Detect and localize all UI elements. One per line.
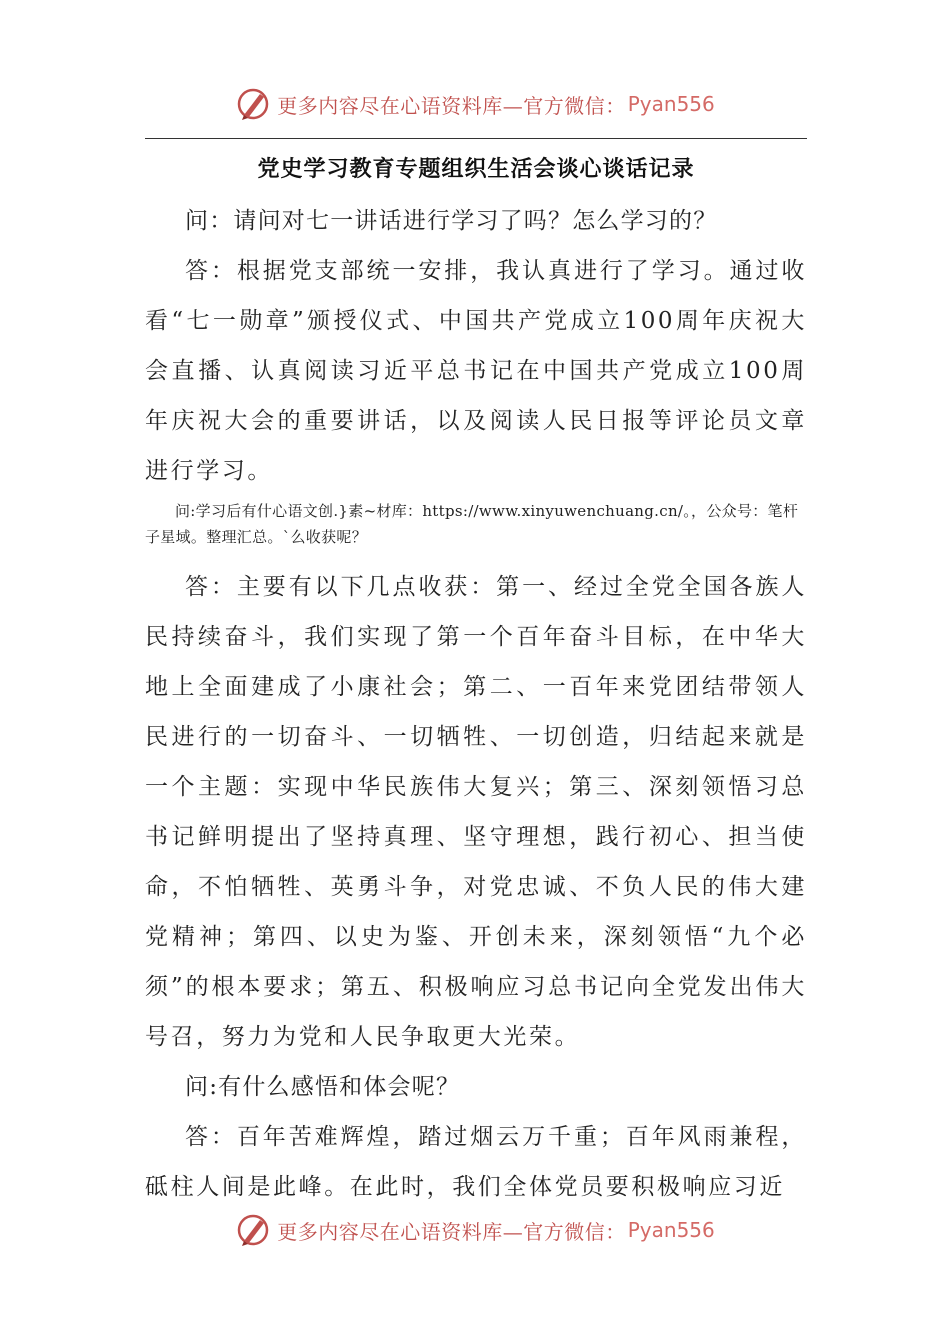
question-paragraph-small: 问:学习后有什心语文创.}素~材库：https://www.xinyuwenchuang.cn/。，公众号：笔杆子星域。整理汇总。`么收获呢？ <box>145 502 799 546</box>
question-paragraph: 问:有什么感悟和体会呢？ <box>185 1074 461 1100</box>
question-paragraph: 问：请问对七一讲话进行学习了吗？怎么学习的？ <box>185 208 718 234</box>
document-body <box>145 196 807 1212</box>
pen-logo-icon <box>235 86 271 122</box>
answer-paragraph: 答：主要有以下几点收获：第一、经过全党全国各族人民持续奋斗，我们实现了第一个百年奋斗目标，在中华大地上全面建成了小康社会；第二、一百年来党团结带领人民进行的一切奋斗、一切牺牲、一切创造，归结起来就是一个主题：实现中华民族伟大复兴；第三、深刻领悟习总书记鲜明提出了坚持真理、坚守理想，践行初心、担当使命，不怕牺牲、英勇斗争，对党忠诚、不负人民的伟大建党精神；第四、以史为鉴、开创未来，深刻领悟“九个必须”的根本要求；第五、积极响应习总书记向全党发出伟大号召，努力为党和人民争取更大光荣。 <box>145 574 807 1050</box>
document-title: 党史学习教育专题组织生活会谈心谈话记录 <box>257 157 695 182</box>
answer-paragraph: 答：百年苦难辉煌，踏过烟云万千重；百年风雨兼程，砥柱人间是此峰。在此时，我们全体党员要积极响应习近 <box>145 1124 807 1200</box>
answer-paragraph: 答：根据党支部统一安排，我认真进行了学习。通过收看“七一勋章”颁授仪式、中国共产党成立100周年庆祝大会直播、认真阅读习近平总书记在中国共产党成立100周年庆祝大会的重要讲话，以及阅读人民日报等评论员文章进行学习。 <box>145 258 807 484</box>
header-banner <box>0 84 950 124</box>
pen-logo-icon <box>235 1212 271 1248</box>
footer-banner <box>0 1210 950 1250</box>
banner-text: 更多内容尽在心语资料库—官方微信： <box>277 1219 626 1244</box>
banner-text: 更多内容尽在心语资料库—官方微信： <box>277 93 626 118</box>
header-rule <box>145 138 807 139</box>
banner-wechat-id: Pyan556 <box>627 1218 715 1242</box>
banner-wechat-id: Pyan556 <box>627 92 715 116</box>
